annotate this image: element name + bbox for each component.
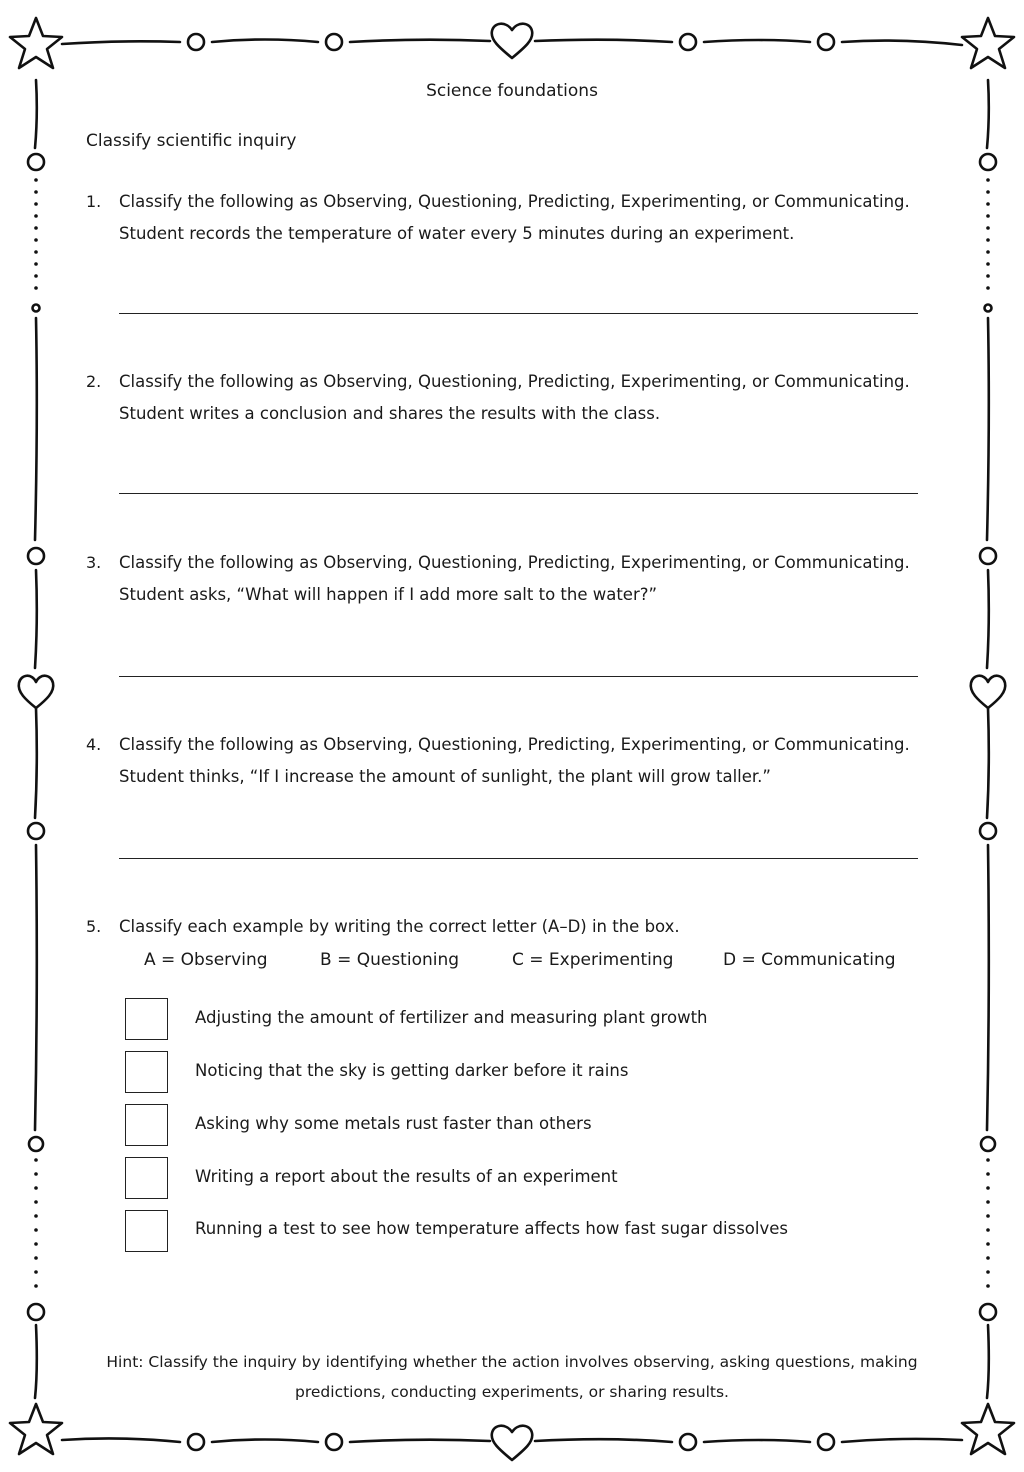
- answer-box-5[interactable]: [125, 1210, 168, 1252]
- question-5-number: 5.: [86, 917, 102, 936]
- section-title: Classify scientific inquiry: [86, 131, 297, 151]
- question-5-prompt: Classify each example by writing the correct letter (A–D) in the box.: [119, 917, 680, 936]
- question-2-statement: Student writes a conclusion and shares the results with the class.: [119, 404, 661, 423]
- question-1-answer-line[interactable]: [119, 313, 918, 314]
- answer-box-1[interactable]: [125, 998, 168, 1040]
- hint-line-1: Hint: Classify the inquiry by identifying whether the action involves observing, asking questions, making: [106, 1353, 918, 1371]
- hint-line-2: predictions, conducting experiments, or sharing results.: [295, 1383, 729, 1401]
- question-1-statement: Student records the temperature of water every 5 minutes during an experiment.: [119, 224, 795, 243]
- hint-text: [100, 1347, 924, 1407]
- question-4-statement: Student thinks, “If I increase the amount of sunlight, the plant will grow taller.”: [119, 767, 771, 786]
- legend-b-questioning: B = Questioning: [320, 950, 460, 970]
- example-2-text: Noticing that the sky is getting darker before it rains: [195, 1061, 629, 1080]
- question-3-answer-line[interactable]: [119, 676, 918, 677]
- page-title: Science foundations: [426, 81, 598, 101]
- question-3-number: 3.: [86, 553, 102, 572]
- example-3-text: Asking why some metals rust faster than others: [195, 1114, 592, 1133]
- question-2-number: 2.: [86, 372, 102, 391]
- question-4-prompt: Classify the following as Observing, Questioning, Predicting, Experimenting, or Communicating.: [119, 735, 910, 754]
- legend-c-experimenting: C = Experimenting: [512, 950, 674, 970]
- question-4-answer-line[interactable]: [119, 858, 918, 859]
- example-4-text: Writing a report about the results of an experiment: [195, 1167, 618, 1186]
- answer-box-4[interactable]: [125, 1157, 168, 1199]
- example-1-text: Adjusting the amount of fertilizer and measuring plant growth: [195, 1008, 708, 1027]
- question-2-prompt: Classify the following as Observing, Questioning, Predicting, Experimenting, or Communicating.: [119, 372, 910, 391]
- answer-box-3[interactable]: [125, 1104, 168, 1146]
- question-4-number: 4.: [86, 735, 102, 754]
- question-3-statement: Student asks, “What will happen if I add more salt to the water?”: [119, 585, 658, 604]
- legend-a-observing: A = Observing: [144, 950, 268, 970]
- question-3-prompt: Classify the following as Observing, Questioning, Predicting, Experimenting, or Communicating.: [119, 553, 910, 572]
- answer-box-2[interactable]: [125, 1051, 168, 1093]
- question-1-prompt: Classify the following as Observing, Questioning, Predicting, Experimenting, or Communicating.: [119, 192, 910, 211]
- question-1-number: 1.: [86, 192, 102, 211]
- question-2-answer-line[interactable]: [119, 493, 918, 494]
- legend-d-communicating: D = Communicating: [723, 950, 896, 970]
- example-5-text: Running a test to see how temperature affects how fast sugar dissolves: [195, 1219, 788, 1238]
